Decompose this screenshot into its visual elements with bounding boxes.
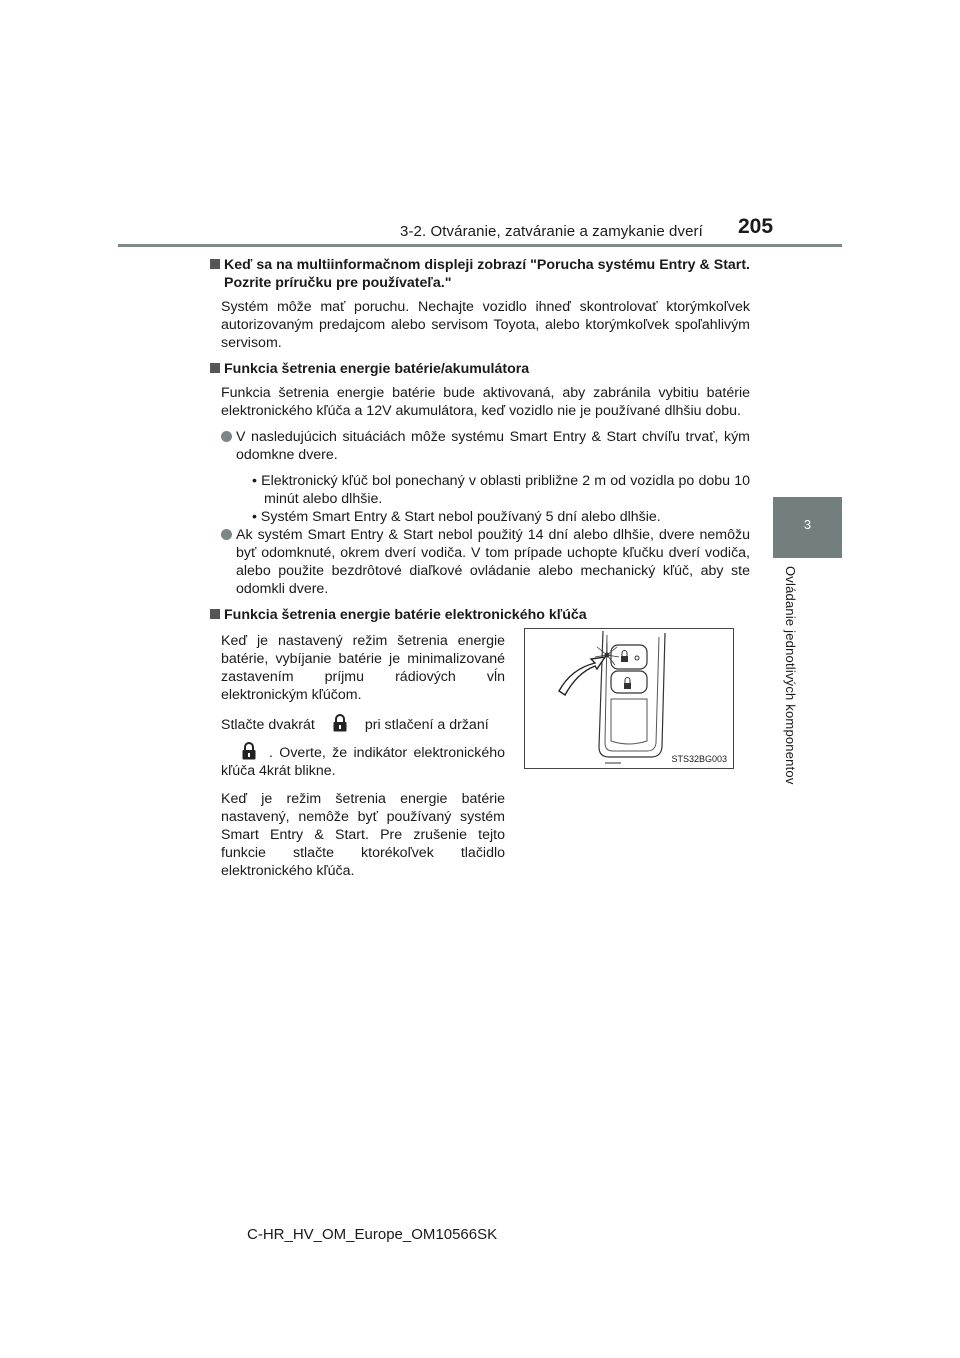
- lock-icon: [241, 742, 257, 760]
- figure-code: STS32BG003: [671, 754, 727, 764]
- document-id: C-HR_HV_OM_Europe_OM10566SK: [247, 1226, 498, 1243]
- section-body-2: Funkcia šetrenia energie batérie bude aktivovaná, aby zabránila vybitiu batérie elektronického kľúča a 12V akumulátora, keď vozidlo nie je používané dlhšiu dobu.: [221, 385, 750, 419]
- paragraph: Stlačte dvakrát pri stlačení a držaní: [221, 714, 505, 734]
- chapter-number: 3: [803, 517, 812, 532]
- header-section-title: 3-2. Otváranie, zatváranie a zamykanie dverí: [400, 223, 703, 240]
- page-content: [210, 256, 750, 880]
- header-divider: [118, 244, 842, 247]
- sub-list-item: • Elektronický kľúč bol ponechaný v oblasti približne 2 m od vozidla po dobu 10 minút alebo dlhšie.: [252, 473, 750, 507]
- paragraph: Keď je nastavený režim šetrenia energie batérie, vybíjanie batérie je minimalizované zastavením príjmu rádiových vĺn elektronickým kľúčom.: [221, 633, 505, 703]
- section-heading-3: Funkcia šetrenia energie batérie elektronického kľúča: [210, 606, 750, 624]
- circle-bullet-icon: [221, 431, 232, 442]
- chapter-tab: [773, 497, 842, 558]
- lock-icon: [332, 714, 348, 732]
- section-body-1: Systém môže mať poruchu. Nechajte vozidlo ihneď skontrolovať ktorýmkoľvek autorizovaným predajcom alebo servisom Toyota, alebo ktorýmkoľvek spoľahlivým servisom.: [221, 299, 750, 351]
- sub-list-item: • Systém Smart Entry & Start nebol používaný 5 dní alebo dlhšie.: [252, 509, 661, 525]
- list-item: Ak systém Smart Entry & Start nebol použitý 14 dní alebo dlhšie, dvere nemôžu byť odomknuté, okrem dverí vodiča. V tom prípade uchopte kľučku dverí vodiča, alebo použite bezdrôtové diaľkové ovládanie alebo mechanický kľúč, aby ste odomkli dvere.: [221, 526, 750, 598]
- chapter-title: Ovládanie jednotlivých komponentov: [783, 566, 798, 785]
- paragraph: Keď je režim šetrenia energie batérie nastavený, nemôže byť používaný systém Smart Entry & Start. Pre zrušenie tejto funkcie stlačte ktorékoľvek tlačidlo elektronického kľúča.: [221, 791, 505, 879]
- key-fob-illustration: [524, 628, 734, 769]
- square-bullet-icon: [210, 259, 220, 269]
- list-item: V nasledujúcich situáciách môže systému Smart Entry & Start chvíľu trvať, kým odomkne dvere.: [221, 428, 750, 464]
- section-heading-2: Funkcia šetrenia energie batérie/akumulátora: [210, 360, 750, 378]
- square-bullet-icon: [210, 363, 220, 373]
- section-body-3: [221, 632, 505, 880]
- square-bullet-icon: [210, 609, 220, 619]
- electronic-key-drawing: [525, 629, 733, 768]
- page-number: 205: [738, 215, 774, 238]
- paragraph: . Overte, že indikátor elektronického kľúča 4krát blikne.: [221, 742, 505, 780]
- section-heading-1: Keď sa na multiinformačnom displeji zobrazí "Porucha systému Entry & Start. Pozrite príručku pre používateľa.": [210, 256, 750, 292]
- circle-bullet-icon: [221, 529, 232, 540]
